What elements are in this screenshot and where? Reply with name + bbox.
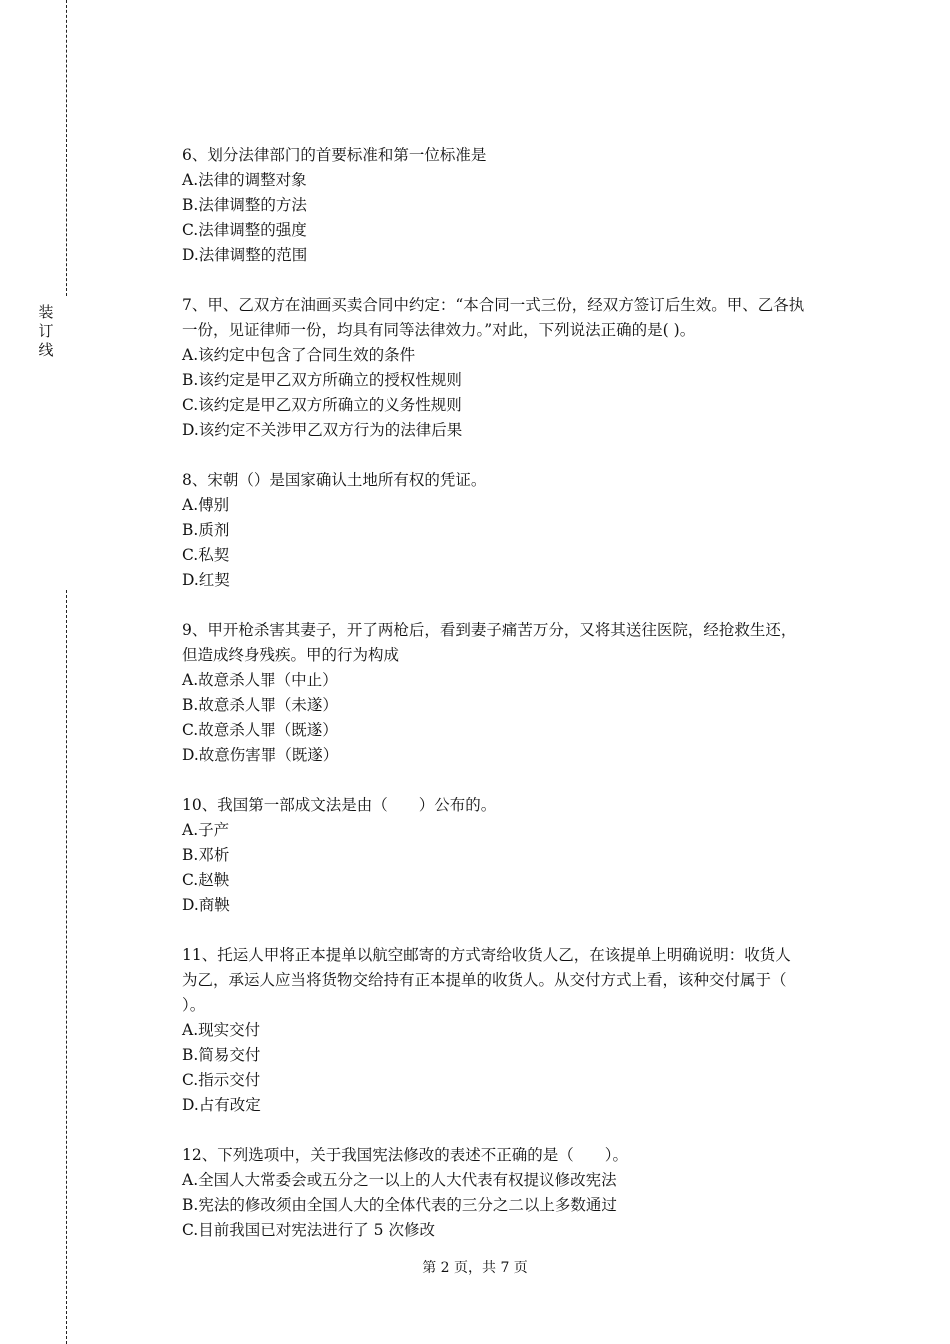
question (182, 143, 862, 268)
answer-option: D.占有改定 (182, 1096, 261, 1114)
answer-option: D.故意伤害罪（既遂） (182, 746, 339, 764)
answer-option: B.故意杀人罪（未遂） (182, 696, 338, 714)
answer-option: B.邓析 (182, 846, 230, 864)
answer-option: C.该约定是甲乙双方所确立的义务性规则 (182, 396, 462, 414)
question-stem: 8、宋朝（）是国家确认土地所有权的凭证。 (182, 471, 487, 489)
question (182, 293, 862, 443)
answer-option: D.该约定不关涉甲乙双方行为的法律后果 (182, 421, 463, 439)
answer-option: A.现实交付 (182, 1021, 261, 1039)
question-stem: 为乙，承运人应当将货物交给持有正本提单的收货人。从交付方式上看，该种交付属于（ (182, 971, 787, 989)
page-footer: 第 2 页，共 7 页 (422, 1260, 528, 1276)
answer-option: C.赵鞅 (182, 871, 230, 889)
answer-option: C.指示交付 (182, 1071, 261, 1089)
question-stem: 但造成终身残疾。甲的行为构成 (182, 646, 400, 664)
answer-option: B.质剂 (182, 521, 230, 539)
answer-option: D.红契 (182, 571, 230, 589)
answer-option: C.目前我国已对宪法进行了 5 次修改 (182, 1221, 435, 1239)
answer-option: A.法律的调整对象 (182, 171, 307, 189)
answer-option: B.法律调整的方法 (182, 196, 307, 214)
binding-line-top (66, 0, 67, 296)
question (182, 943, 862, 1118)
question-stem: 12、下列选项中，关于我国宪法修改的表述不正确的是（ ）。 (182, 1146, 628, 1164)
answer-option: A.该约定中包含了合同生效的条件 (182, 346, 416, 364)
question-stem: ）。 (182, 996, 206, 1014)
answer-option: A.傅别 (182, 496, 230, 514)
question-stem: 一份，见证律师一份，均具有同等法律效力。”对此，下列说法正确的是( )。 (182, 321, 696, 339)
question-stem: 6、划分法律部门的首要标准和第一位标准是 (182, 146, 487, 164)
answer-option: D.法律调整的范围 (182, 246, 308, 264)
binding-label: 装订线 (38, 303, 54, 359)
answer-option: D.商鞅 (182, 896, 230, 914)
answer-option: C.故意杀人罪（既遂） (182, 721, 338, 739)
answer-option: B.简易交付 (182, 1046, 261, 1064)
answer-option: A.子产 (182, 821, 230, 839)
answer-option: C.私契 (182, 546, 230, 564)
answer-option: B.该约定是甲乙双方所确立的授权性规则 (182, 371, 462, 389)
question (182, 793, 862, 918)
answer-option: B.宪法的修改须由全国人大的全体代表的三分之二以上多数通过 (182, 1196, 617, 1214)
answer-option: A.全国人大常委会或五分之一以上的人大代表有权提议修改宪法 (182, 1171, 617, 1189)
answer-option: C.法律调整的强度 (182, 221, 307, 239)
question-list (182, 143, 862, 1268)
question-stem: 11、托运人甲将正本提单以航空邮寄的方式寄给收货人乙，在该提单上明确说明：收货人 (182, 946, 791, 964)
question (182, 468, 862, 593)
binding-line-bottom (66, 590, 67, 1344)
question-stem: 9、甲开枪杀害其妻子，开了两枪后，看到妻子痛苦万分，又将其送往医院，经抢救生还， (182, 621, 797, 639)
question-stem: 10、我国第一部成文法是由（ ）公布的。 (182, 796, 497, 814)
answer-option: A.故意杀人罪（中止） (182, 671, 338, 689)
question (182, 1143, 862, 1243)
question (182, 618, 862, 768)
question-stem: 7、甲、乙双方在油画买卖合同中约定：“本合同一式三份，经双方签订后生效。甲、乙各执 (182, 296, 805, 314)
